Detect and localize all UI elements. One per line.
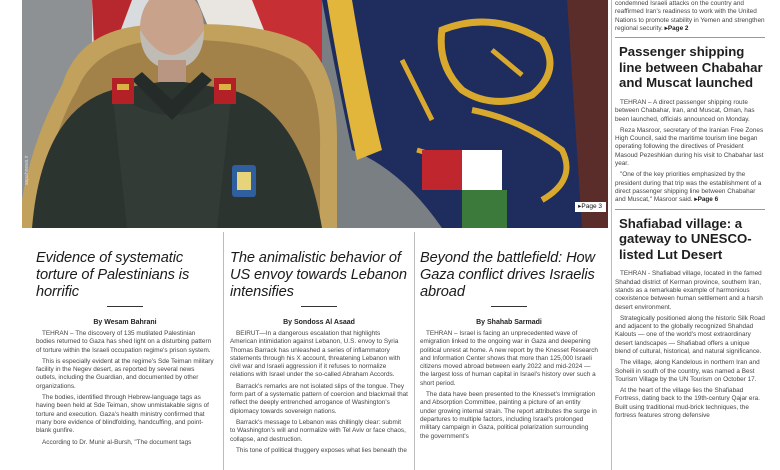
commander-photo-illustration: [22, 0, 608, 228]
sidebar-paragraph: TEHRAN - Shafiabad village, located in the famed Shahdad district of Kerman province, southern Iran, stands as a remarkable example of harmonious coexistence between human settlement and a harsh desert environment.: [615, 270, 763, 311]
column-divider: [414, 232, 415, 470]
intro-page-label: Page 2: [667, 24, 689, 32]
sidebar-paragraph: Strategically positioned along the historic Silk Road and adjacent to the globally recognized Shahdad Kalouts — one of the world's most extraordinary desert landscapes — Shafiabad offers a unique blend of cultural, historical, and natural significance.: [615, 314, 765, 355]
story-page-reference[interactable]: [694, 196, 718, 203]
page-arrow-icon: ▸: [694, 196, 698, 204]
article-paragraph: BEIRUT—In a dangerous escalation that highlights American intimidation against Lebanon, U.S. envoy to Syria Thomas Barrack has unleashed a series of inflammatory statements through his X account, threatening Lebanon with civil war and Israeli aggression if it refuses to normalize relations with Israel under the so-called Abraham Accords.: [230, 330, 401, 379]
headline-rule: [107, 306, 143, 307]
sidebar-headline[interactable]: Passenger shipping line between Chabahar and Muscat launched: [619, 44, 763, 91]
article-paragraph: Barrack's message to Lebanon was chillingly clear: submit to Washington's will and normalize with Tel Aviv or face chaos, collapse, and destruction.: [230, 418, 406, 443]
article-emigration: [420, 240, 598, 470]
news-sidebar: [615, 0, 765, 470]
photo-credit: sepahnews.ir: [24, 155, 30, 185]
article-byline: By Sondoss Al Asaad: [283, 319, 355, 326]
sidebar-paragraph: TEHRAN – A direct passenger shipping route between Chabahar, Iran, and Muscat, Oman, has been launched, officials announced on Monday.: [615, 98, 755, 123]
sidebar-paragraph: At the heart of the village lies the Shafiabad Fortress, dating back to the 19th-century Qajar era. Built using traditional mud-brick techniques, the fortress features strong defensive: [615, 387, 760, 420]
article-us-envoy: [230, 240, 408, 470]
photo-page-reference[interactable]: [575, 202, 606, 212]
article-byline: By Wesam Bahrani: [93, 319, 157, 326]
sidebar-intro-text: [615, 0, 765, 33]
article-headline[interactable]: Evidence of systematic torture of Palestinians is horrific: [36, 250, 190, 300]
article-paragraph: TEHRAN – Israel is facing an unprecedented wave of emigration linked to the ongoing war in Gaza and deepening political unrest at home. A new report by the Knesset Research and Information Center shows that more than 125,000 Israeli citizens moved abroad between early 2022 and mid-2024 — the largest loss of human capital in Israel's history over such a short period.: [420, 330, 598, 387]
column-divider: [223, 232, 224, 470]
sidebar-paragraph: Reza Masroor, secretary of the Iranian Free Zones High Council, said the maritime tourism line began operating following the directives of President Masoud Pezeshkian during his visit to Chabahar last year.: [615, 126, 764, 168]
article-body: [230, 330, 408, 455]
article-body: [420, 330, 598, 441]
article-paragraph: Barrack's remarks are not isolated slips of the tongue. They form part of a systematic pattern of coercion and blackmail that reflect the deeply entrenched arrogance of Washington's diplomacy towards sovereign nations.: [230, 382, 408, 415]
article-body: [36, 330, 214, 447]
photo-page-label: Page 3: [581, 203, 602, 210]
sidebar-paragraph: The village, along Kandelous in northern Iran and Soheili in south of the country, was named a Best Tourism Village by the UN Tourism on October 17.: [615, 359, 760, 383]
intro-text: condemned Israeli attacks on the country and reaffirmed Iran's readiness to work with the United Nations to promote stability in Yemen and strengthen regional security.: [615, 0, 765, 32]
story-page-label: Page 6: [697, 196, 719, 204]
article-paragraph: The data have been presented to the Knesset's Immigration and Absorption Committee, painting a picture of an entity under growing internal strain. The report attributes the surge in departures to multiple factors, including Israel's prolonged military campaign in Gaza, political polarization surrounding the government's: [420, 391, 597, 440]
article-headline[interactable]: Beyond the battlefield: How Gaza conflict drives Israelis abroad: [420, 250, 595, 300]
sidebar-continuation: [615, 0, 765, 33]
story-text: "One of the key priorities emphasized by the president during that trip was the establishment of a direct passenger shipping line between Chabahar and Muscat," Masroor said.: [615, 171, 762, 204]
page-arrow-icon: ▸: [664, 24, 668, 32]
sidebar-divider: [611, 0, 612, 470]
page-arrow-icon: ▸: [578, 203, 582, 210]
intro-page-reference[interactable]: [665, 25, 689, 32]
article-paragraph: The bodies, identified through Hebrew-language tags as having been held at Sde Teiman, show unmistakable signs of torture and execution. Gaza's health ministry confirmed that many bore evidence of blindfolding, handcuffing, and point-blank gunfire.: [36, 394, 209, 435]
article-byline: By Shahab Sarmadi: [476, 319, 542, 326]
sidebar-paragraph: [615, 171, 765, 204]
sidebar-separator: [615, 37, 765, 38]
article-paragraph: This tone of political thuggery exposes what lies beneath the: [236, 446, 407, 454]
article-paragraph: TEHRAN – The discovery of 135 mutilated Palestinian bodies returned to Gaza has shed light on a disturbing pattern of torture within the Israeli occupation regime's prison system.: [36, 330, 212, 354]
article-headline[interactable]: The animalistic behavior of US envoy towards Lebanon intensifies: [230, 250, 407, 300]
articles-row: [22, 240, 608, 470]
article-paragraph: According to Dr. Munir al-Bursh, "The document tags: [42, 438, 192, 446]
front-page-photo: [22, 0, 608, 228]
article-torture: [36, 240, 214, 470]
article-paragraph: This is especially evident at the regime's Sde Teiman military facility in the Negev desert, as reported by several news outlets, including the Guardian, and documented by other organizations.: [36, 357, 214, 390]
headline-rule: [301, 306, 337, 307]
headline-rule: [491, 306, 527, 307]
sidebar-headline[interactable]: Shafiabad village: a gateway to UNESCO-listed Lut Desert: [619, 215, 752, 262]
sidebar-separator: [615, 209, 765, 210]
